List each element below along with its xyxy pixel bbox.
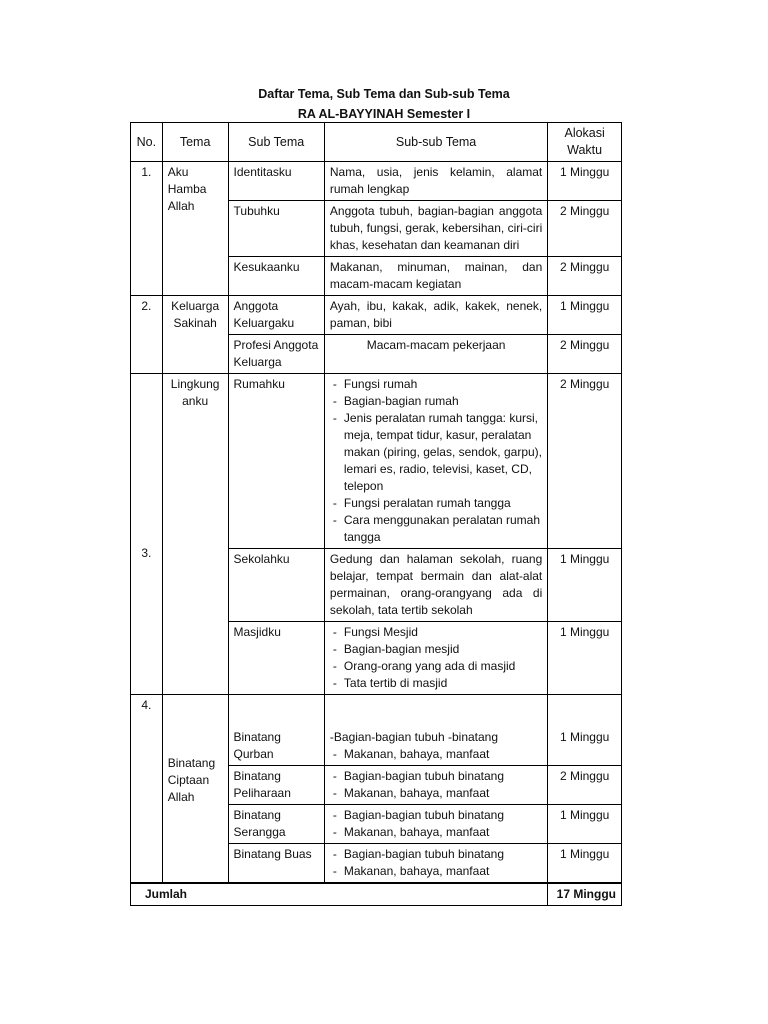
total-value: 17 Minggu (548, 883, 622, 906)
alokasi-cell: 1 Minggu (548, 844, 622, 884)
sub-sub-tema-cell (324, 766, 547, 805)
list-item: - Bagian-bagian tubuh binatang (330, 846, 542, 863)
list-item: - Jenis peralatan rumah tangga: kursi, meja, tempat tidur, kasur, peralatan makan (piring, gelas, sendok, garpu), lemari es, radio, televisi, kaset, CD, telepon (330, 410, 542, 495)
list-item: - Makanan, bahaya, manfaat (330, 785, 542, 802)
alokasi-cell: 1 Minggu (548, 549, 622, 622)
row-number: 1. (131, 162, 163, 296)
table-header-row (131, 123, 622, 162)
document-subtitle: RA AL-BAYYINAH Semester I (297, 107, 471, 121)
theme-table (130, 122, 622, 906)
list-item: - Bagian-bagian mesjid (330, 641, 542, 658)
bullet-list (330, 376, 542, 546)
bullet-list (330, 624, 542, 692)
list-item: - Bagian-bagian tubuh binatang (330, 768, 542, 785)
table-row (131, 162, 622, 201)
header-sub-sub-tema: Sub-sub Tema (324, 123, 547, 162)
header-sub-tema: Sub Tema (228, 123, 324, 162)
sub-sub-tema-cell: Makanan, minuman, mainan, dan macam-macam kegiatan (324, 257, 547, 296)
tema-cell: Keluarga Sakinah (162, 296, 228, 374)
sub-sub-tema-cell (324, 695, 547, 766)
header-tema: Tema (162, 123, 228, 162)
alokasi-cell: 1 Minggu (548, 622, 622, 695)
tema-cell: Lingkung anku (162, 374, 228, 695)
list-item: - Fungsi peralatan rumah tangga (330, 495, 542, 512)
alokasi-cell: 2 Minggu (548, 374, 622, 549)
list-item: - Orang-orang yang ada di masjid (330, 658, 542, 675)
sub-tema-cell: Binatang Serangga (228, 805, 324, 844)
sub-sub-tema-cell: Macam-macam pekerjaan (324, 335, 547, 374)
row-number: 2. (131, 296, 163, 374)
list-item: - Tata tertib di masjid (330, 675, 542, 692)
list-item: - Bagian-bagian rumah (330, 393, 542, 410)
tema-cell: Binatang Ciptaan Allah (162, 695, 228, 884)
alokasi-cell: 1 Minggu (548, 162, 622, 201)
list-item: - Makanan, bahaya, manfaat (330, 824, 542, 841)
bullet-list (330, 746, 542, 763)
sub-sub-tema-cell: Anggota tubuh, bagian-bagian anggota tubuh, fungsi, gerak, kebersihan, ciri-ciri khas, kesehatan dan keamanan diri (324, 201, 547, 257)
alokasi-cell: 2 Minggu (548, 201, 622, 257)
row-number: 3. (131, 374, 163, 695)
list-item: - Cara menggunakan peralatan rumah tangga (330, 512, 542, 546)
sub-tema-cell: Rumahku (228, 374, 324, 549)
sub-sub-tema-cell: Ayah, ibu, kakak, adik, kakek, nenek, paman, bibi (324, 296, 547, 335)
bullet-list (330, 807, 542, 841)
sub-sub-tema-cell: Nama, usia, jenis kelamin, alamat rumah lengkap (324, 162, 547, 201)
alokasi-cell: 1 Minggu (548, 296, 622, 335)
list-item: - Fungsi Mesjid (330, 624, 542, 641)
sub-sub-tema-cell: Gedung dan halaman sekolah, ruang belajar, tempat bermain dan alat-alat permainan, orang-orangyang ada di sekolah, tata tertib sekolah (324, 549, 547, 622)
list-item: - Makanan, bahaya, manfaat (330, 863, 542, 880)
list-item: - Makanan, bahaya, manfaat (330, 746, 542, 763)
sub-tema-cell: Anggota Keluargaku (228, 296, 324, 335)
sub-tema-cell: Sekolahku (228, 549, 324, 622)
total-row (131, 883, 622, 906)
alokasi-cell: 2 Minggu (548, 766, 622, 805)
total-label: Jumlah (131, 883, 548, 906)
sub-tema-cell: Kesukaanku (228, 257, 324, 296)
list-lead: -Bagian-bagian tubuh -binatang (329, 730, 499, 744)
sub-tema-cell: Binatang Buas (228, 844, 324, 884)
list-item: - Bagian-bagian tubuh binatang (330, 807, 542, 824)
sub-tema-cell: Binatang Qurban (228, 695, 324, 766)
document-title: Daftar Tema, Sub Tema dan Sub-sub Tema (258, 87, 510, 101)
sub-sub-tema-cell (324, 844, 547, 884)
table-row (131, 374, 622, 549)
header-no: No. (131, 123, 163, 162)
table-row (131, 695, 622, 766)
sub-tema-cell: Masjidku (228, 622, 324, 695)
alokasi-cell: 1 Minggu (548, 805, 622, 844)
alokasi-cell: 1 Minggu (548, 695, 622, 766)
sub-tema-cell: Profesi Anggota Keluarga (228, 335, 324, 374)
table-row (131, 296, 622, 335)
sub-sub-tema-cell (324, 805, 547, 844)
bullet-list (330, 768, 542, 802)
alokasi-cell: 2 Minggu (548, 335, 622, 374)
sub-sub-tema-cell (324, 374, 547, 549)
sub-sub-tema-cell (324, 622, 547, 695)
list-item: - Fungsi rumah (330, 376, 542, 393)
sub-tema-cell: Identitasku (228, 162, 324, 201)
sub-tema-cell: Binatang Peliharaan (228, 766, 324, 805)
tema-cell: Aku Hamba Allah (162, 162, 228, 296)
bullet-list (330, 846, 542, 880)
header-alokasi-waktu: Alokasi Waktu (548, 123, 622, 162)
row-number: 4. (131, 695, 163, 884)
alokasi-cell: 2 Minggu (548, 257, 622, 296)
sub-tema-cell: Tubuhku (228, 201, 324, 257)
